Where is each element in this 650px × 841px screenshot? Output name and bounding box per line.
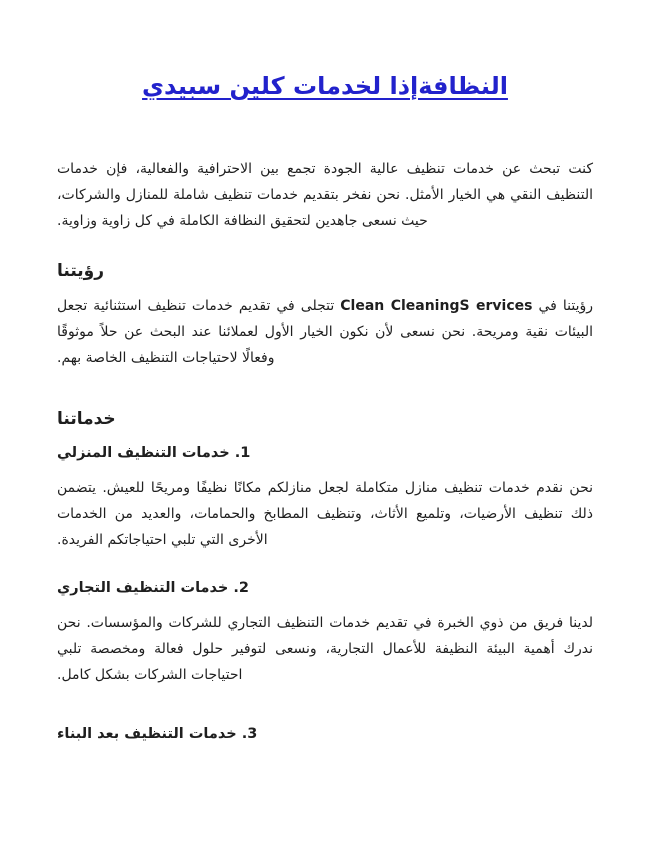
- vision-text-before-brand: رؤيتنا في: [532, 298, 593, 314]
- service-3-heading: 3. خدمات التنظيف بعد البناء: [57, 726, 258, 742]
- intro-paragraph: كنت تبحث عن خدمات تنظيف عالية الجودة تجمع بين الاحترافية والفعالية، فإن خدمات التنظيف النقي هي الخيار الأمثل. نحن نفخر بتقديم خدمات تنظيف شاملة للمنازل والشركات، حيث نسعى جاهدين لتحقيق النظافة الكاملة في كل زاوية وزاوية.: [57, 161, 593, 229]
- service-2-heading: 2. خدمات التنظيف التجاري: [57, 580, 249, 596]
- vision-paragraph: [57, 293, 593, 371]
- vision-heading: رؤيتنا: [57, 261, 104, 281]
- page-title: النظافةإذا لخدمات كلين سبيدي: [142, 72, 508, 100]
- service-2-paragraph: لدينا فريق من ذوي الخبرة في تقديم خدمات التنظيف التجاري للشركات والمؤسسات. نحن ندرك أهمية البيئة النظيفة للأعمال التجارية، ونسعى لتوفير حلول فعالة ومخصصة تلبي احتياجات الشركات بشكل كامل.: [57, 615, 593, 683]
- service-1-paragraph: نحن نقدم خدمات تنظيف منازل متكاملة لجعل منازلكم مكانًا نظيفًا ومريحًا للعيش. يتضمن ذلك تنظيف الأرضيات، وتلميع الأثاث، وتنظيف المطابخ والحمامات، والعديد من الخدمات الأخرى التي تلبي احتياجاتكم الفريدة.: [57, 480, 593, 548]
- vision-text-after-brand: تتجلى في تقديم خدمات تنظيف استثنائية تجعل البيئات نقية ومريحة. نحن نسعى لأن نكون الخيار الأول لعملائنا عند البحث عن حلاً موثوقًا وفعالًا لاحتياجات التنظيف الخاصة بهم.: [57, 298, 593, 366]
- service-1-heading: 1. خدمات التنظيف المنزلي: [57, 445, 251, 461]
- brand-name: Clean CleaningS ervices: [340, 298, 533, 314]
- services-heading: خدماتنا: [57, 409, 116, 429]
